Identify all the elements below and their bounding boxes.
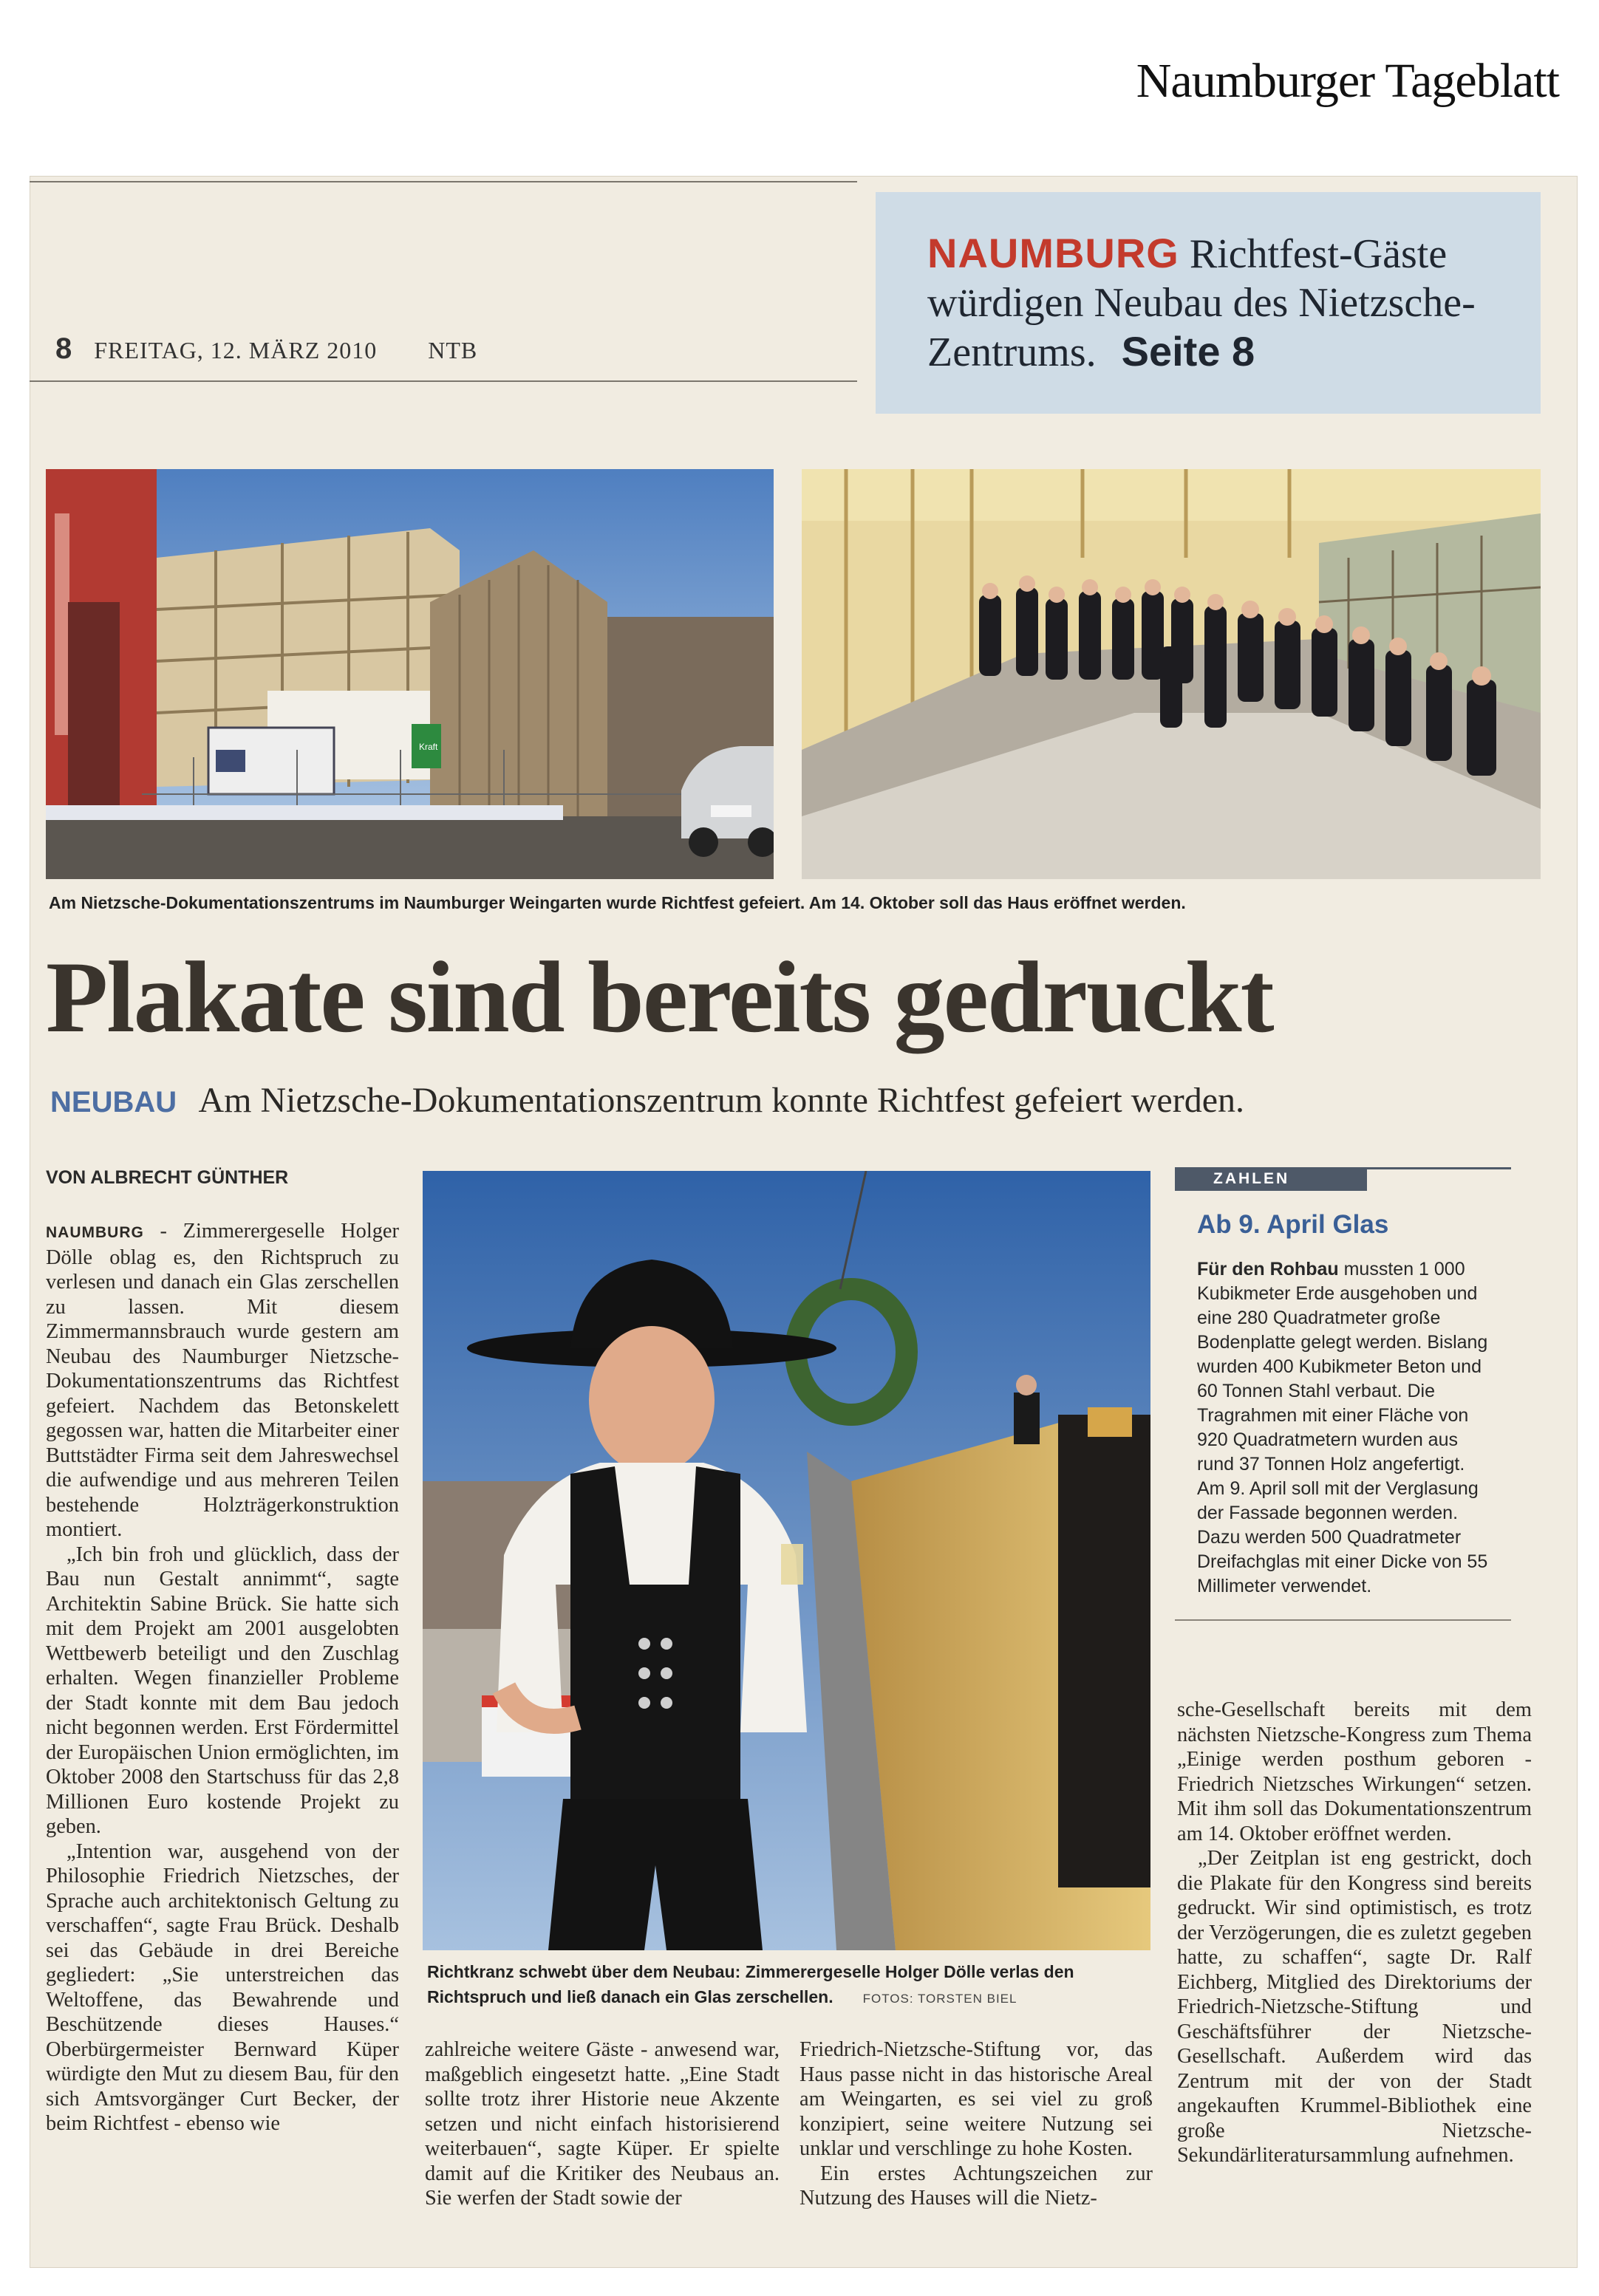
subhead-kicker: NEUBAU	[50, 1086, 177, 1118]
page-number: 8	[55, 332, 73, 365]
article-column-3	[800, 2037, 1153, 2211]
teaser-box	[876, 192, 1541, 414]
article-paragraph: Friedrich-Nietzsche-Stiftung vor, das Haus passe nicht in das historische Areal am Weingarten, es sei viel zu groß konzipiert, seine weitere Nutzung sei unklar und verschlinge zu hohe Kosten.	[800, 2038, 1153, 2160]
article-dateline: NAUMBURG	[46, 1224, 144, 1241]
article-paragraph: „Der Zeitplan ist eng gestrickt, doch die Plakate für den Kongress sind bereits gedruckt. Wir sind optimistisch, es trotz der Verzögerungen, die es zuletzt gegeben hatte, zu schaffen“, sagte Dr. Ralf Eichberg, Mitglied des Direktoriums der Friedrich-Nietzsche-Stiftung und Geschäftsführer der Nietzsche-Gesellschaft. Außerdem wird das Zentrum mit der von der Stadt angekauften Krummel-Bibliothek eine große Nietzsche-Sekundärliteratursammlung aufnehmen.	[1177, 1847, 1532, 2167]
info-box-text: mussten 1 000 Kubikmeter Erde ausgehoben und eine 280 Quadratmeter große Bodenplatte gelegt werden. Bislang wurden 400 Kubikmeter Beton und 60 Tonnen Stahl verbaut. Die Tragrahmen mit einer Fläche von 920 Quadratmetern wurden aus rund 37 Tonnen Holz angefertigt. Am 9. April soll mit der Verglasung der Fassade begonnen werden. Dazu werden 500 Quadratmeter Dreifachglas mit einer Dicke von 55 Millimeter verwendet.	[1197, 1259, 1488, 1596]
article-column-1	[46, 1219, 399, 2136]
article-paragraph: „Ich bin froh und glücklich, dass der Bau nun Gestalt annimmt“, sagte Architektin Sabine Brück. Sie hatte sich mit dem Projekt am 2001 ausgelobten Wettbewerb beteiligt und den Zuschlag erhalten. Wegen finanzieller Probleme der Stadt konnte mit dem Bau jedoch nicht begonnen werden. Erst Fördermittel der Europäischen Union ermöglichten, im Oktober 2008 den Startschuss für das 2,8 Millionen Euro kostende Projekt zu geben.	[46, 1542, 399, 1838]
subhead-text: Am Nietzsche-Dokumentationszentrum konnte Richtfest gefeiert werden.	[198, 1081, 1245, 1120]
photo-center-caption	[427, 1959, 1155, 2012]
info-box-body	[1197, 1257, 1491, 1599]
headline: Plakate sind bereits gedruckt	[46, 940, 1273, 1053]
dateline	[55, 332, 477, 366]
teaser-text: Richtfest-Gäste würdigen Neubau des Nietzsche-Zentrums.	[927, 231, 1476, 375]
photo-guests-inside	[802, 469, 1541, 879]
teaser-kicker: NAUMBURG	[927, 230, 1179, 276]
info-box-rule	[1367, 1167, 1511, 1169]
edition-code: NTB	[428, 337, 478, 363]
info-box-title: Ab 9. April Glas	[1197, 1210, 1389, 1239]
article-column-4	[1177, 1698, 1532, 2168]
byline: VON ALBRECHT GÜNTHER	[46, 1167, 289, 1188]
teaser-page-ref: Seite 8	[1121, 328, 1255, 375]
article-paragraph: sche-Gesellschaft bereits mit dem nächsten Nietzsche-Kongress zum Thema „Einige werden posthum geboren - Friedrich Nietzsches Wirkungen“ setzen. Mit ihm soll das Dokumentationszentrum am 14. Oktober eröffnet werden.	[1177, 1698, 1532, 1845]
info-box	[1175, 1167, 1511, 1621]
site-sign-text: Kraft	[419, 742, 438, 752]
photo-carpenter	[423, 1171, 1150, 1950]
info-box-lead: Für den Rohbau	[1197, 1259, 1339, 1279]
info-box-tab: ZAHLEN	[1175, 1167, 1367, 1191]
article-paragraph: Ein erstes Achtungszeichen zur Nutzung des Hauses will die Nietz-	[800, 2162, 1153, 2210]
photo-credit: FOTOS: TORSTEN BIEL	[862, 1992, 1017, 2006]
article-paragraph: „Intention war, ausgehend von der Philosophie Friedrich Nietzsches, der Sprache auch architektonisch Geltung zu verschaffen“, sagte Frau Brück. Deshalb sei das Gebäude in drei Bereiche gegliedert: „Sie unterstreichen das Weltoffene, das Bewahrende und Beschützende dieses Hauses.“ Oberbürgermeister Bernward Küper würdigte den Mut zu diesem Bau, für den sich Amtsvorgänger Curt Becker, der beim Richtfest - ebenso wie	[46, 1839, 399, 2135]
masthead: Naumburger Tageblatt	[1136, 54, 1559, 108]
divider	[30, 181, 857, 182]
article-column-2	[425, 2037, 780, 2211]
article-paragraph: - Zimmerergeselle Holger Dölle oblag es, den Richtspruch zu verlesen und danach ein Glas zerschellen zu lassen. Mit diesem Zimmermannsbrauch wurde gestern am Neubau des Naumburger Nietzsche-Dokumentationszentrums das Richtfest gefeiert. Nachdem das Betonskelett gegossen war, hatten die Mitarbeiter einer Buttstädter Firma seit dem Jahreswechsel die aufwendige und aus mehreren Teilen bestehende Holzträgerkonstruktion montiert.	[46, 1220, 399, 1541]
subhead	[50, 1080, 1244, 1121]
divider	[30, 380, 857, 382]
article-paragraph: zahlreiche weitere Gäste - anwesend war, maßgeblich eingesetzt hatte. „Eine Stadt sollte trotz ihrer Historie neue Akzente setzen und nicht einfach historisierend weiterbauen“, sagte Küper. Er spielte damit auf die Kritiker des Neubaus an. Sie werfen der Stadt sowie der	[425, 2038, 780, 2210]
issue-date: FREITAG, 12. MÄRZ 2010	[94, 337, 378, 363]
photo-construction-site	[46, 469, 774, 879]
photo-top-caption: Am Nietzsche-Dokumentationszentrums im Naumburger Weingarten wurde Richtfest gefeiert. Am 14. Oktober soll das Haus eröffnet werden.	[49, 893, 1186, 912]
info-box-bottom-rule	[1175, 1619, 1511, 1621]
photo-center-caption-text: Richtkranz schwebt über dem Neubau: Zimmerergeselle Holger Dölle verlas den Richtspruch und ließ danach ein Glas zerschellen.	[427, 1962, 1074, 2006]
